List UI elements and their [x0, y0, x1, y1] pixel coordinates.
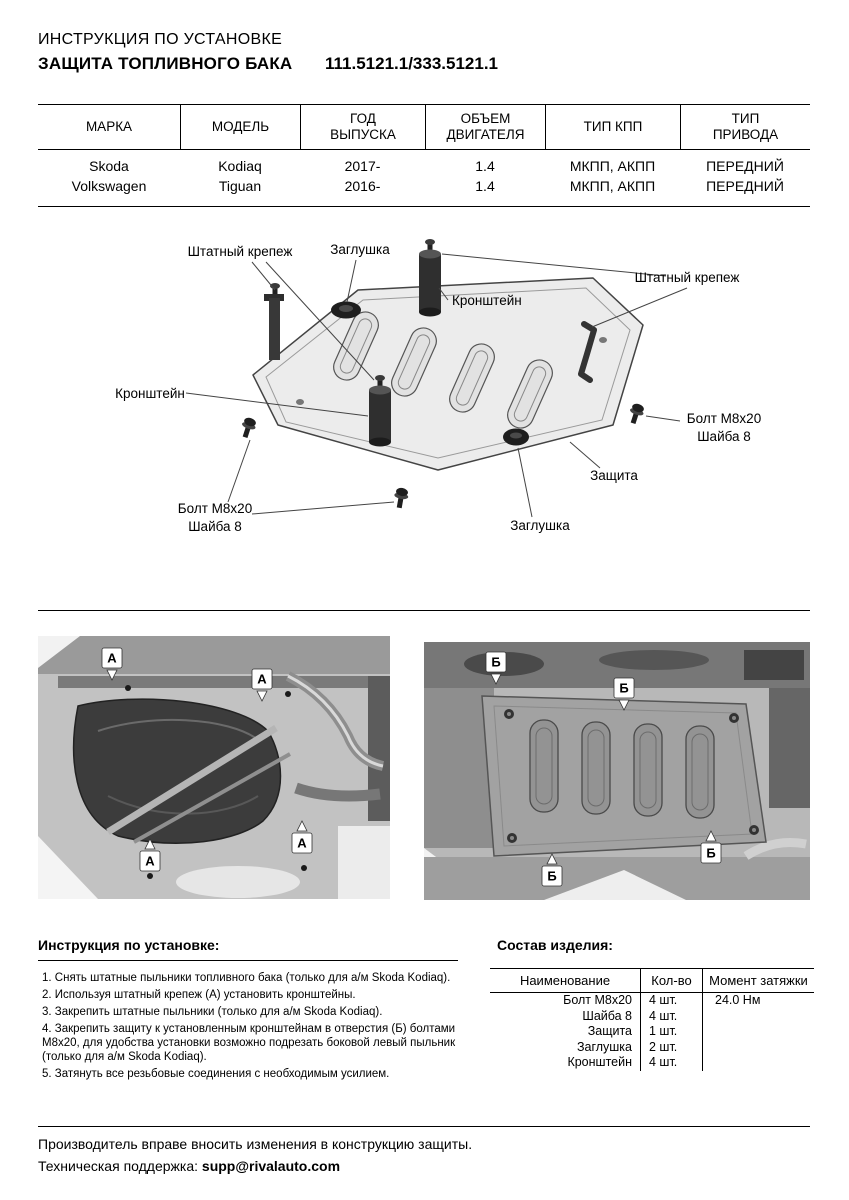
svg-text:А: А [297, 835, 307, 851]
install-title: Инструкция по установке: [38, 937, 220, 953]
col-header-marka: МАРКА [85, 119, 133, 134]
vehicle-row [38, 156, 810, 176]
label-bolt-right: Болт М8х20 [686, 411, 762, 426]
col-header-engine: ОБЪЕМ ДВИГАТЕЛЯ [425, 105, 545, 149]
install-step: 2. Используя штатный крепеж (А) установить кронштейны. [42, 989, 356, 1001]
vehicle-cell: МКПП, АКПП [569, 178, 656, 194]
doc-title-line2: ЗАЩИТА ТОПЛИВНОГО БАКА [38, 54, 293, 73]
photo-after-install [424, 642, 810, 900]
parts-table [490, 968, 814, 1071]
label-plug-bottom: Заглушка [510, 518, 570, 533]
label-bracket-left: Кронштейн [115, 386, 185, 401]
col-header-gearbox: ТИП КПП [545, 105, 680, 149]
parts-table-body [490, 993, 814, 1071]
plug-bottom [503, 429, 529, 446]
svg-text:А: А [107, 650, 117, 666]
vehicle-cell: МКПП, АКПП [569, 158, 656, 174]
plug-top [331, 302, 361, 319]
vehicle-cell: Skoda [89, 158, 129, 174]
vehicle-cell: Kodiaq [218, 158, 262, 174]
label-washer-left: Шайба 8 [188, 519, 242, 534]
parts-row: Болт М8х20 4 шт. 24.0 Нм [490, 993, 814, 1009]
install-steps [42, 968, 474, 1084]
vehicle-table-body [38, 150, 810, 206]
parts-row: Защита 1 шт. [490, 1024, 814, 1040]
parts-title: Состав изделия: [497, 937, 613, 953]
vehicle-cell: 1.4 [475, 158, 495, 174]
support-email: supp@rivalauto.com [201, 1158, 341, 1174]
svg-text:Б: Б [706, 845, 716, 861]
col-header-drive: ТИП ПРИВОДА [680, 105, 810, 149]
vehicle-cell: Volkswagen [71, 178, 147, 194]
label-bolt-left: Болт М8х20 [177, 501, 253, 516]
bolt-m8-bottom [392, 487, 409, 509]
vehicle-cell: 2017- [344, 158, 381, 174]
install-title-rule [38, 960, 458, 961]
section-divider-top [38, 610, 810, 611]
doc-title-line1: ИНСТРУКЦИЯ ПО УСТАНОВКЕ [38, 31, 283, 48]
vehicle-cell: 1.4 [475, 178, 495, 194]
vehicle-table-header [38, 105, 810, 150]
parts-row: Шайба 8 4 шт. [490, 1009, 814, 1025]
label-guard: Защита [590, 468, 638, 483]
vehicle-cell: ПЕРЕДНИЙ [706, 158, 784, 174]
install-step: 1. Снять штатные пыльники топливного бака (только для а/м Skoda Kodiaq). [42, 972, 451, 984]
factory-bracket-left [264, 283, 284, 360]
installed-guard-plate [482, 696, 766, 856]
label-bracket-top: Кронштейн [452, 293, 522, 308]
label-washer-right: Шайба 8 [697, 429, 751, 444]
exploded-diagram [38, 230, 810, 592]
parts-table-header [490, 968, 814, 993]
vehicle-cell: 2016- [344, 178, 381, 194]
col-header-year: ГОД ВЫПУСКА [300, 105, 425, 149]
install-step: 4. Закрепить защиту к установленным кронштейнам в отверстия (Б) болтами М8х20, для удобства установки возможно подрезать боковой левый пыльник (только для а/м Skoda Kodiaq). [42, 1023, 456, 1063]
bolt-m8-left [238, 416, 257, 439]
manufacturer-notice: Производитель вправе вносить изменения в конструкцию защиты. [38, 1136, 473, 1152]
parts-row: Заглушка 2 шт. [490, 1040, 814, 1056]
install-step: 3. Закрепить штатные пыльники (только для а/м Skoda Kodiaq). [42, 1006, 383, 1018]
label-factory-fastener-left: Штатный крепеж [187, 244, 293, 259]
svg-text:Б: Б [619, 680, 629, 696]
photo-before-install [38, 636, 390, 899]
col-header-model: МОДЕЛЬ [180, 105, 300, 149]
parts-col-name: Наименование [519, 973, 611, 988]
install-step: 5. Затянуть все резьбовые соединения с необходимым усилием. [42, 1068, 390, 1080]
svg-text:А: А [257, 671, 267, 687]
parts-col-torque: Момент затяжки [702, 969, 814, 992]
bolt-m8-right [626, 402, 645, 425]
vehicle-table [38, 104, 810, 207]
svg-text:Б: Б [547, 868, 557, 884]
svg-text:А: А [145, 853, 155, 869]
support-label: Техническая поддержка: [38, 1158, 199, 1174]
support-line [38, 1158, 340, 1174]
vehicle-cell: Tiguan [218, 178, 262, 194]
parts-col-qty: Кол-во [640, 969, 702, 992]
bracket-cylinder-top [419, 239, 441, 317]
label-plug-top: Заглушка [330, 242, 390, 257]
label-factory-fastener-right: Штатный крепеж [634, 270, 740, 285]
footer-divider [38, 1126, 810, 1127]
vehicle-row [38, 176, 810, 196]
vehicle-cell: ПЕРЕДНИЙ [706, 178, 784, 194]
part-numbers: 111.5121.1/333.5121.1 [325, 54, 499, 73]
svg-text:Б: Б [491, 654, 501, 670]
parts-row: Кронштейн 4 шт. [490, 1055, 814, 1071]
